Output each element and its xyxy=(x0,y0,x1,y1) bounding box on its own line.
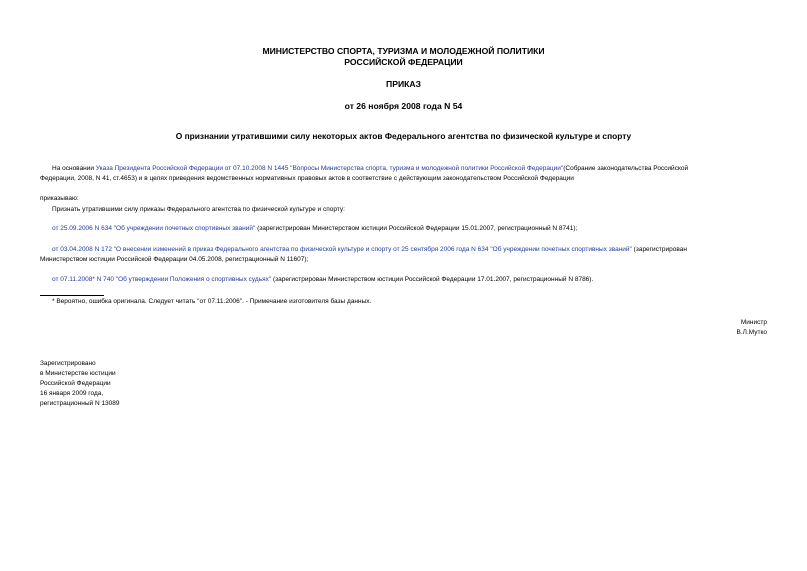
registration-line: в Министерстве юстиции xyxy=(40,370,116,377)
registration-line: Зарегистрировано xyxy=(40,360,96,367)
document-title: О признании утратившими силу некоторых актов Федерального агентства по физической культуре и спорту xyxy=(175,131,632,141)
intro-line2: Федерации, 2008, N 41, ст.4653) и в целях приведения ведомственных нормативных правовых актов в соответствие с действующим законодательством Российской Федерации xyxy=(40,175,574,182)
intro-paragraph xyxy=(52,165,688,173)
registration-line: регистрационный N 13089 xyxy=(40,400,120,407)
declare-text: Признать утратившими силу приказы Федерального агентства по физической культуре и спорту: xyxy=(52,206,345,213)
ministry-name-line2: РОССИЙСКОЙ ФЕДЕРАЦИИ xyxy=(344,57,463,67)
item-text: (зарегистрирован Министерством юстиции Российской Федерации 15.01.2007, регистрационный N 8741); xyxy=(255,225,578,232)
intro-suffix: (Собрание законодательства Российской xyxy=(563,165,689,172)
order-word: приказываю: xyxy=(40,195,79,202)
ministry-name-line1: МИНИСТЕРСТВО СПОРТА, ТУРИЗМА И МОЛОДЕЖНОЙ ПОЛИТИКИ xyxy=(262,46,545,56)
item-text: (зарегистрирован xyxy=(631,246,687,253)
document-type: ПРИКАЗ xyxy=(386,79,421,89)
list-item xyxy=(52,246,687,254)
order-172-link[interactable]: от 03.04.2008 N 172 "О внесении изменений в приказ Федерального агентства по физической культуре и спорту от 25 сентября 2006 года N 634 "Об учреждении почетных спортивных званий" xyxy=(52,246,632,253)
order-740-link[interactable]: от 07.11.2008* N 740 "Об утверждении Положения о спортивных судьях" xyxy=(52,276,272,283)
list-item xyxy=(52,225,577,233)
footnote: * Вероятно, ошибка оригинала. Следует читать "от 07.11.2006". - Примечание изготовителя базы данных. xyxy=(52,298,372,305)
footnote-divider xyxy=(40,295,104,296)
signature-position: Министр xyxy=(740,319,767,326)
decree-link[interactable]: Указа Президента Российской Федерации от 07.10.2008 N 1445 "Вопросы Министерства спорта, туризма и молодежной политики Российской Федерации" xyxy=(95,165,564,172)
document-date: от 26 ноября 2008 года N 54 xyxy=(344,101,463,111)
item-text-line2: Министерством юстиции Российской Федерации 04.05.2008, регистрационный N 11607); xyxy=(40,256,309,263)
registration-line: 16 января 2009 года, xyxy=(40,390,104,397)
intro-prefix: На основании xyxy=(52,165,96,172)
signature-name: В.Л.Мутко xyxy=(736,329,767,336)
item-text: (зарегистрирован Министерством юстиции Российской Федерации 17.01.2007, регистрационный N 8786). xyxy=(271,276,594,283)
registration-line: Российской Федерации xyxy=(40,380,111,387)
list-item xyxy=(52,276,593,284)
order-634-link[interactable]: от 25.09.2006 N 634 "Об учреждении почетных спортивных званий" xyxy=(52,225,256,232)
